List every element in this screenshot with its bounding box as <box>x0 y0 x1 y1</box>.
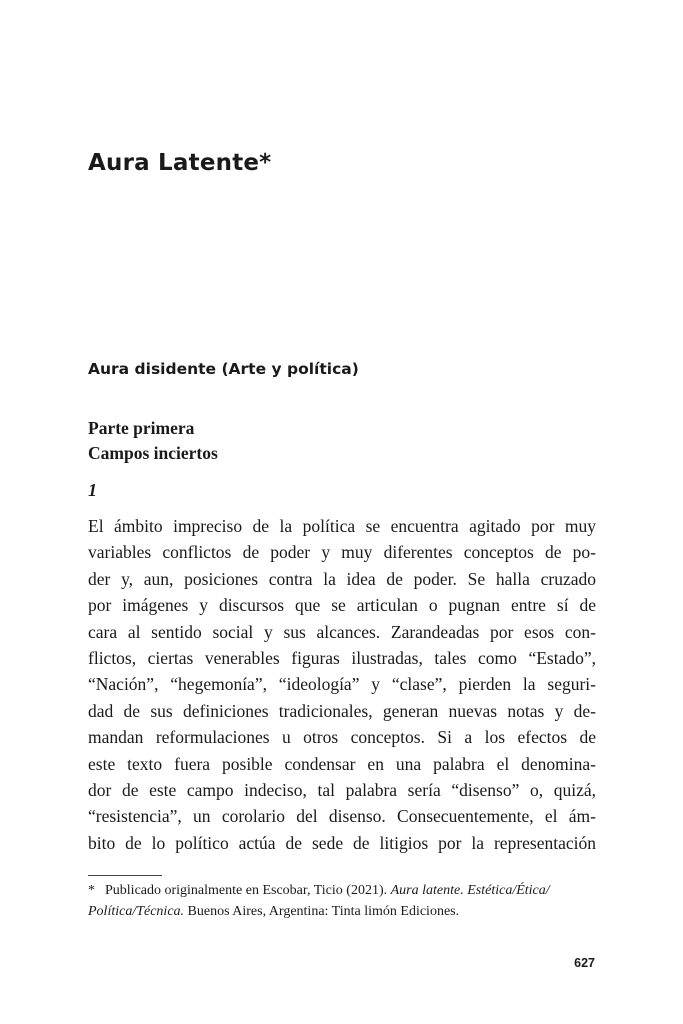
subsection-number: 1 <box>88 480 97 500</box>
footnote-mark: * <box>88 883 95 898</box>
part-heading-line-1: Parte primera <box>88 418 195 438</box>
body-line: der y, aun, posiciones contra la idea de poder. Se halla cruzado <box>88 568 596 589</box>
body-line: por imágenes y discursos que se articulan o pugnan entre sí de <box>88 595 596 616</box>
body-line: dad de sus definiciones tradicionales, generan nuevas notas y de- <box>88 700 596 721</box>
body-paragraph <box>88 513 596 856</box>
chapter-title: Aura Latente* <box>88 150 272 176</box>
body-line: flictos, ciertas venerables figuras ilustradas, tales como “Estado”, <box>88 647 596 668</box>
part-heading-line-2: Campos inciertos <box>88 443 218 463</box>
body-line: dor de este campo indeciso, tal palabra sería “disenso” o, quizá, <box>88 779 596 800</box>
footnote-text-after: Buenos Aires, Argentina: Tinta limón Ediciones. <box>184 904 460 919</box>
footnote-text-before: Publicado originalmente en Escobar, Ticio (2021). <box>105 883 391 898</box>
body-line: bito de lo político actúa de sede de litigios por la representación <box>88 832 596 853</box>
page-number: 627 <box>574 956 595 970</box>
body-line: mandan reformulaciones u otros conceptos. Si a los efectos de <box>88 727 596 748</box>
section-title: Aura disidente (Arte y política) <box>88 360 359 378</box>
footnote-italic-title: Aura latente. Estética/Ética/ Política/Técnica. <box>88 883 550 919</box>
body-line: El ámbito impreciso de la política se encuentra agitado por muy <box>88 516 596 536</box>
part-heading <box>88 416 218 466</box>
footnote <box>88 880 600 922</box>
body-line: variables conflictos de poder y muy diferentes conceptos de po- <box>88 542 596 563</box>
body-line: cara al sentido social y sus alcances. Zarandeadas por esos con- <box>88 621 596 642</box>
footnote-divider <box>88 875 162 876</box>
body-line: “resistencia”, un corolario del disenso. Consecuentemente, el ám- <box>88 806 596 827</box>
body-line: este texto fuera posible condensar en una palabra el denomina- <box>88 753 596 774</box>
body-line: “Nación”, “hegemonía”, “ideología” y “clase”, pierden la seguri- <box>88 674 596 695</box>
